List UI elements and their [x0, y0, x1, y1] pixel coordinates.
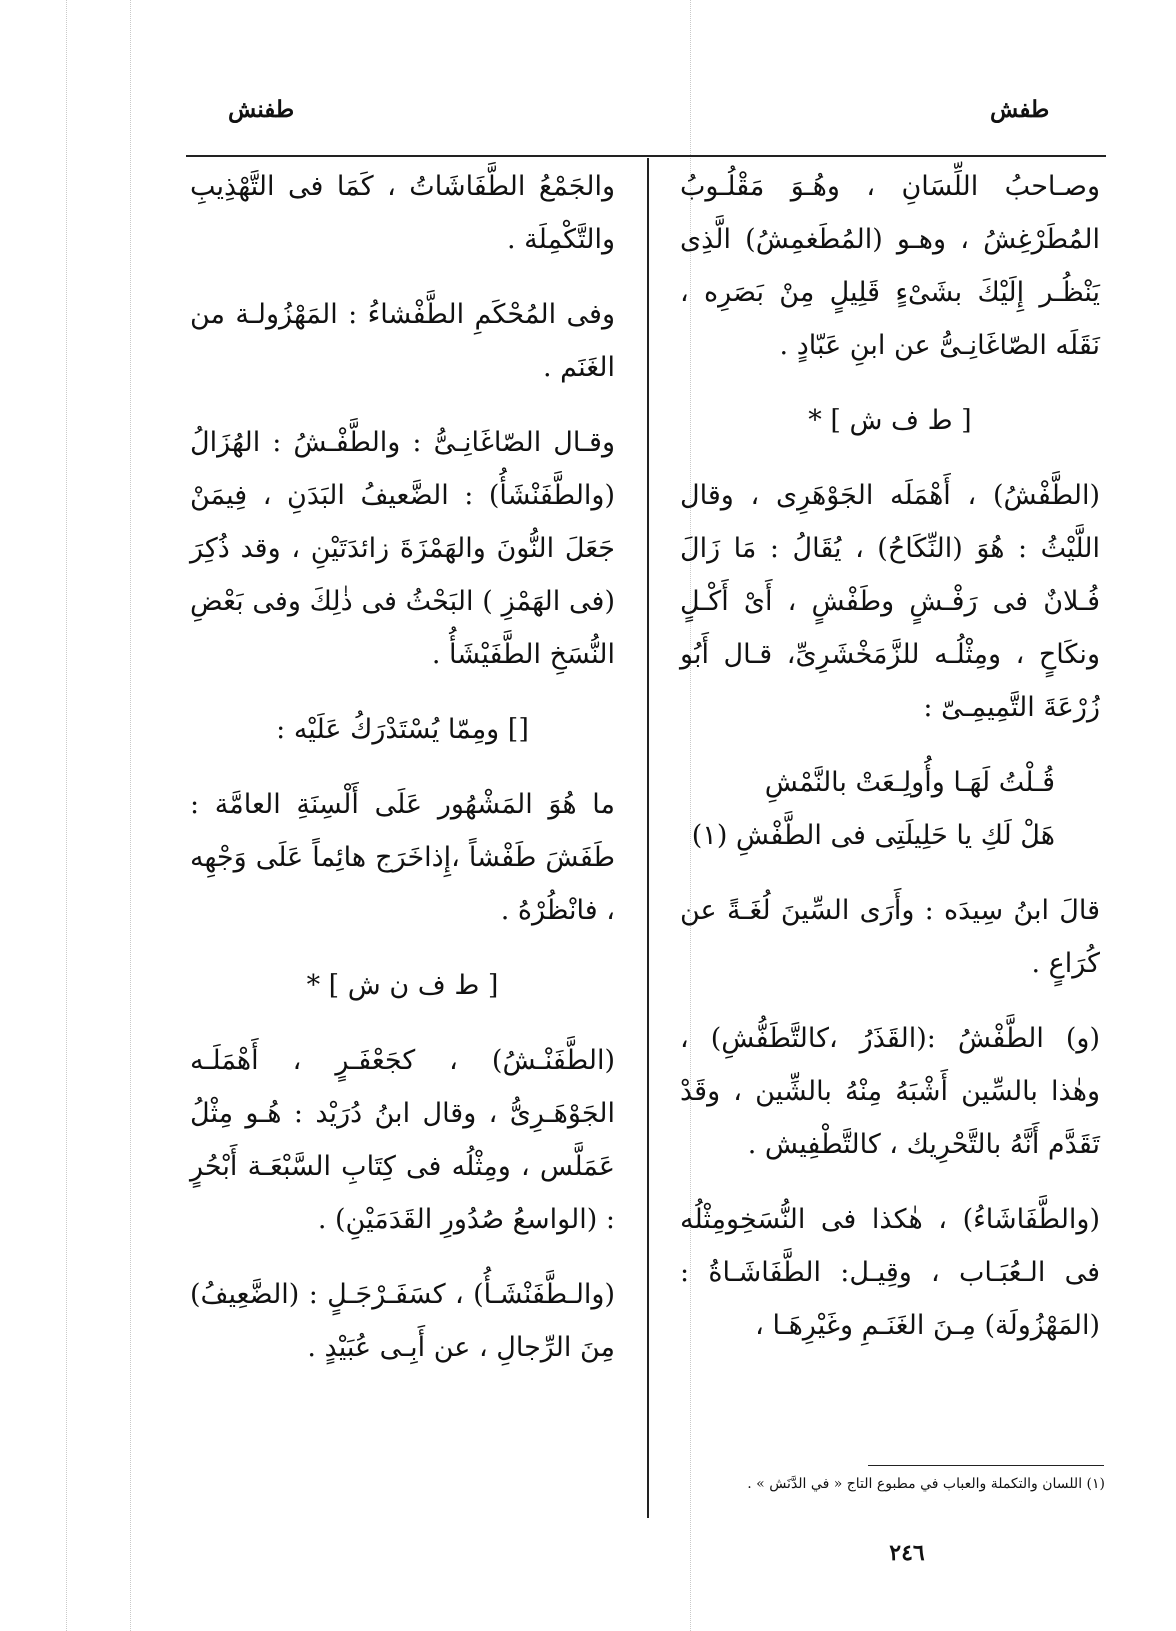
scan-guide-line [66, 0, 67, 1631]
paragraph: (والطَّفَاشَاءُ) ، هٰكذا فى النُّسَخِومِثْلُه فى الـعُبَـاب ، وقِيـل: الطَّفَاشَـاةُ : (المَهْزُولَة) مِـنَ الغَنَـمِ وغَيْرِهَـا ، [680, 1204, 1100, 1341]
paragraph: وصـاحبُ اللِّسَانِ ، وهُـوَ مَقْلُـوبُ المُطَرْغِشُ ، وهـو (المُطَغمِشُ) الَّذِى يَنْظُـر إِلَيْكَ بشَىْءٍ قَلِيلٍ مِنْ بَصَرِه ، نَقَلَه الصّاغَانِـىُّ عن ابنِ عَبّادٍ . [680, 171, 1100, 361]
paragraph: وقـال الصّاغَانِـىُّ : والطَّفْـشُ : الهُزَالُ (والطَّفَنْشَأُ) : الضَّعيفُ البَدَنِ ، فِيمَنْ جَعَلَ النُّونَ والهَمْزَةَ زائدَتَيْنِ ، وقد ذُكِرَ (فى الهَمْزِ ) البَحْثُ فى ذٰلِكَ وفى بَعْضِ النُّسَخِ الطَّفَيْشَأُ . [190, 427, 615, 670]
paragraph: وفى المُحْكَمِ الطَّفْشاءُ : المَهْزُولـة من الغَنَم . [190, 299, 615, 383]
running-head-left: طفنش [228, 96, 295, 123]
scan-guide-line [130, 0, 131, 1631]
header-rule [186, 155, 1106, 157]
right-column [680, 160, 1100, 1374]
column-divider [647, 158, 649, 1518]
paragraph: والجَمْعُ الطَّفَاشَاتُ ، كَمَا فى التَّهْذِيبِ والتَّكْمِلَة . [190, 171, 615, 255]
paragraph: (والـطَّفَنْشَـأُ) ، كسَفَـرْجَـلٍ : (الضَّعِيفُ) مِنَ الرِّجالِ ، عن أَبِـى عُبَيْدٍ . [190, 1279, 615, 1363]
footnote-rule [868, 1465, 1104, 1466]
paragraph: (الطَّفْشُ) ، أَهْمَلَه الجَوْهَرِى ، وقال اللَّيْثُ : هُوَ (النِّكَاحُ) ، يُقَالُ : مَا زَالَ فُـلانٌ فى رَفْـشٍ وطَفْشٍ ، أَىْ أَكْـلٍ ونكَاحٍ ، ومِثْلُـه للزَّمَخْشَرِىِّ، قـال أَبُو زُرْعَةَ التَّمِيمِـىّ : [680, 480, 1100, 723]
paragraph: قالَ ابنُ سِيدَه : وأَرَى السِّينَ لُغَـةً عن كُرَاعٍ . [680, 895, 1100, 979]
running-head-right: طفش [990, 96, 1050, 123]
paragraph: (و) الطَّفْشُ :(القَذَرُ ،كالتَّطَفُّشِ) ، وهٰذا بالسِّين أَشْبَهُ مِنْهُ بالشِّين ، وقَدْ تَقَدَّم أَنَّهُ بالتَّحْرِيك ، كالتَّطْفِيش . [680, 1023, 1100, 1160]
verse-line: هَلْ لَكِ يا حَلِيلَتِى فى الطَّفْشِ (١) [691, 820, 1055, 851]
footnote: (١) اللسان والتكملة والعباب في مطبوع التاج « في الدَّنَش » . [747, 1476, 1105, 1492]
entry-heading: [ ط ف ش ] * [808, 405, 972, 436]
left-column [190, 160, 615, 1396]
entry-heading: [ ط ف ن ش ] * [306, 970, 499, 1001]
paragraph: (الطَّفَنْـشُ) ، كجَعْفَـرٍ ، أَهْمَلَـه الجَوْهَـرِىُّ ، وقال ابنُ دُرَيْد : هُـو مِثْلُ عَمَلَّس ، ومِثْلُه فى كِتَابِ السَّبْعَـة أَبْحُرٍ : (الواسعُ صُدُورِ القَدَمَيْنِ) . [190, 1045, 615, 1235]
page-number: ٢٤٦ [889, 1540, 925, 1566]
verse-line: قُـلْتُ لَهَـا وأُولِـعَتْ بالنَّمْشِ [764, 767, 1055, 798]
section-heading: [] ومِمّا يُسْتَدْرَكُ عَلَيْه : [276, 714, 529, 745]
paragraph: ما هُوَ المَشْهُور عَلَى أَلْسِنَةِ العامَّة : طَفَشَ طَفْشاً ،إِذاخَرَج هائِماً عَلَى وَجْهِه ، فانْظُرْهُ . [190, 789, 615, 926]
